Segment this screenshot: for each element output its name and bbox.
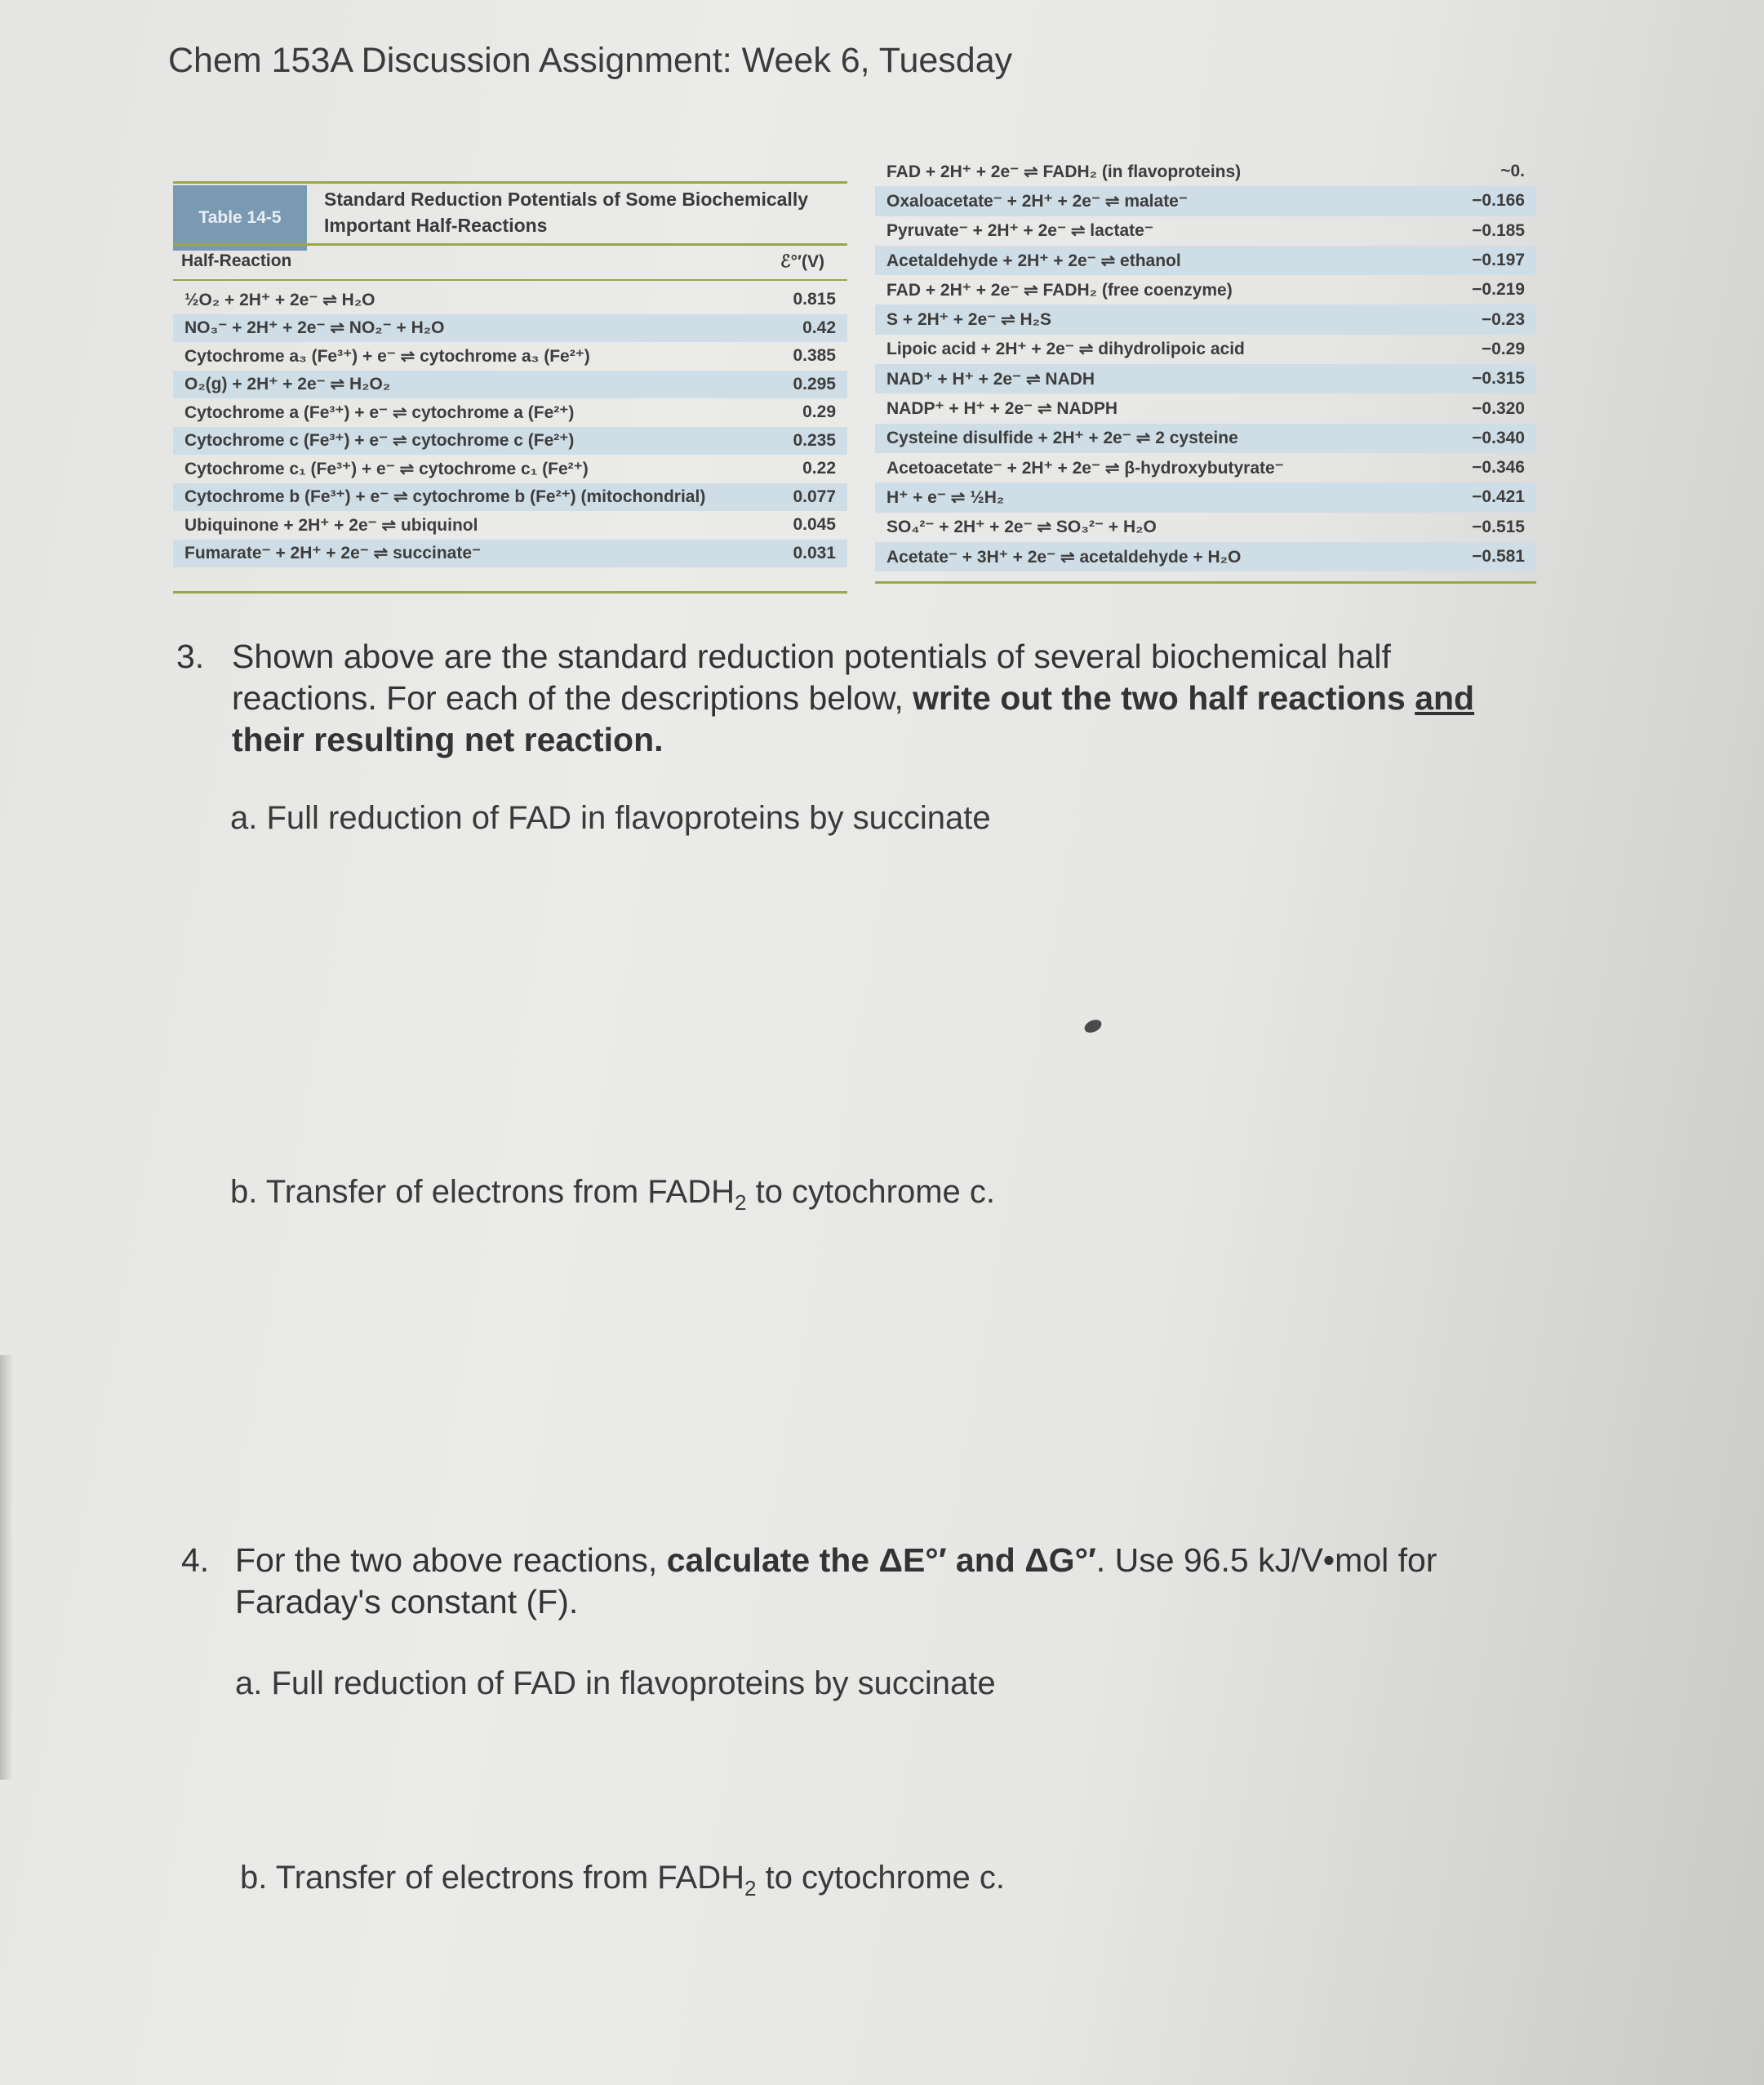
pen-mark [1082,1017,1104,1035]
table-rule [173,279,847,281]
table-row [173,314,847,343]
question-text-line: Shown above are the standard reduction potentials of several biochemical half [232,638,1391,675]
question-text-line [232,719,1474,761]
half-reaction: Acetaldehyde + 2H⁺ + 2e⁻ ⇌ ethanol [886,251,1181,270]
half-reaction: Acetoacetate⁻ + 2H⁺ + 2e⁻ ⇌ β-hydroxybutyrate⁻ [886,458,1284,478]
half-reaction: Cytochrome b (Fe³⁺) + e⁻ ⇌ cytochrome b (Fe²⁺) (mitochondrial) [184,487,706,507]
reduction-potential: −0.23 [1481,309,1525,329]
reduction-potential: 0.077 [793,487,836,506]
text: b. Transfer of electrons from FADH [240,1860,744,1896]
table-number-tag: Table 14-5 [173,185,307,251]
text: to cytochrome c. [756,1860,1006,1896]
question-number: 4. [181,1541,210,1579]
table-row [173,371,847,399]
reduction-potential: 0.29 [802,402,836,422]
table-row [875,513,1536,542]
reduction-potential: 0.031 [793,543,836,562]
reduction-potential: −0.166 [1472,191,1525,211]
reduction-potential: −0.346 [1472,458,1525,478]
question-text-line [232,678,1474,719]
half-reaction: NO₃⁻ + 2H⁺ + 2e⁻ ⇌ NO₂⁻ + H₂O [184,318,445,338]
reduction-potential: 0.22 [802,459,836,478]
half-reaction: S + 2H⁺ + 2e⁻ ⇌ H₂S [886,310,1052,330]
table-row [875,453,1536,482]
half-reaction: FAD + 2H⁺ + 2e⁻ ⇌ FADH₂ (free coenzyme) [886,280,1233,300]
half-reaction: NADP⁺ + H⁺ + 2e⁻ ⇌ NADPH [886,399,1118,419]
table-row [875,157,1536,186]
reduction-potential: 0.815 [793,290,836,309]
reduction-potential: −0.581 [1472,547,1525,566]
question-text-line: Faraday's constant (F). [235,1583,579,1620]
subscript: 2 [735,1190,747,1215]
half-reaction: H⁺ + e⁻ ⇌ ½H₂ [886,487,1005,507]
reduction-potential: −0.185 [1472,220,1525,240]
reduction-potentials-table-left [173,181,847,594]
half-reaction: O₂(g) + 2H⁺ + 2e⁻ ⇌ H₂O₂ [184,375,391,394]
table-row [875,542,1536,571]
bold-text: calculate the ΔE°′ and ΔG°′ [666,1541,1096,1579]
reduction-potential: 0.295 [793,374,836,393]
half-reaction: Lipoic acid + 2H⁺ + 2e⁻ ⇌ dihydrolipoic acid [886,340,1245,359]
text: reactions. For each of the descriptions below, [232,679,913,717]
half-reaction: Ubiquinone + 2H⁺ + 2e⁻ ⇌ ubiquinol [184,515,478,535]
reduction-potential: 0.42 [802,318,836,337]
reduction-potential: 0.045 [793,515,836,535]
reduction-potential: 0.385 [793,346,836,366]
table-row [875,275,1536,305]
half-reaction: Cytochrome c₁ (Fe³⁺) + e⁻ ⇌ cytochrome c₁ (Fe²⁺) [184,459,589,478]
underlined-text: and [1415,679,1475,717]
text: to cytochrome c. [746,1174,996,1210]
reduction-potential: −0.320 [1472,398,1525,418]
table-row [173,511,847,540]
half-reaction: SO₄²⁻ + 2H⁺ + 2e⁻ ⇌ SO₃²⁻ + H₂O [886,518,1157,537]
half-reaction: Cytochrome c (Fe³⁺) + e⁻ ⇌ cytochrome c (Fe²⁺) [184,431,575,451]
table-rule [173,591,847,593]
table-row [173,398,847,427]
half-reaction: Acetate⁻ + 3H⁺ + 2e⁻ ⇌ acetaldehyde + H₂O [886,547,1242,567]
table-row [875,424,1536,453]
table-row [875,186,1536,216]
half-reaction: Fumarate⁻ + 2H⁺ + 2e⁻ ⇌ succinate⁻ [184,544,482,563]
table-row [875,305,1536,334]
table-rule [173,243,847,246]
table-row [875,246,1536,275]
table-row [173,483,847,512]
half-reaction: Cytochrome a₃ (Fe³⁺) + e⁻ ⇌ cytochrome a₃ (Fe²⁺) [184,346,590,366]
half-reaction: Cytochrome a (Fe³⁺) + e⁻ ⇌ cytochrome a (Fe²⁺) [184,402,575,422]
table-row [875,364,1536,393]
table-body [173,286,847,567]
reduction-potential: −0.340 [1472,428,1525,447]
reduction-potential: 0.235 [793,430,836,450]
half-reaction: NAD⁺ + H⁺ + 2e⁻ ⇌ NADH [886,369,1095,389]
reduction-potential: −0.219 [1472,280,1525,300]
reduction-potential: −0.315 [1472,369,1525,389]
half-reaction: ½O₂ + 2H⁺ + 2e⁻ ⇌ H₂O [184,290,375,309]
text: . Use 96.5 kJ/V•mol for [1095,1541,1437,1579]
question-4b [240,1860,1005,1901]
reduction-potential: −0.29 [1481,339,1525,358]
table-rule [875,581,1536,584]
table-row [173,342,847,371]
bold-text: write out the two half reactions [913,679,1415,717]
question-3a: a. Full reduction of FAD in flavoproteins by succinate [230,800,991,836]
question-3b [230,1174,995,1216]
table-row [875,216,1536,246]
table-row [173,540,847,568]
half-reaction: Oxaloacetate⁻ + 2H⁺ + 2e⁻ ⇌ malate⁻ [886,191,1188,211]
table-row [875,335,1536,364]
table-rule [173,181,847,184]
table-row [173,455,847,483]
reduction-potential: −0.515 [1472,517,1525,536]
column-header-reaction: Half-Reaction [181,251,292,270]
question-text-line [235,1540,1437,1581]
text: b. Transfer of electrons from FADH [230,1174,735,1210]
half-reaction: Pyruvate⁻ + 2H⁺ + 2e⁻ ⇌ lactate⁻ [886,221,1153,241]
page-title: Chem 153A Discussion Assignment: Week 6, Tuesday [168,41,1013,80]
reduction-potential: −0.197 [1472,251,1525,270]
table-body [875,157,1536,571]
half-reaction: FAD + 2H⁺ + 2e⁻ ⇌ FADH₂ (in flavoproteins) [886,162,1242,181]
bold-text: their resulting net reaction. [232,721,664,758]
text: For the two above reactions, [235,1541,667,1579]
table-caption: Standard Reduction Potentials of Some Biochemically Important Half-Reactions [324,189,809,236]
column-header-potential: ℰ°′(V) [780,252,824,271]
table-row [173,427,847,456]
table-row [173,286,847,314]
reduction-potential: −0.421 [1472,487,1525,507]
half-reaction: Cysteine disulfide + 2H⁺ + 2e⁻ ⇌ 2 cysteine [886,429,1238,448]
question-4a: a. Full reduction of FAD in flavoproteins by succinate [235,1665,996,1701]
table-row [875,393,1536,423]
subscript: 2 [744,1876,757,1901]
table-row [875,482,1536,512]
question-number: 3. [176,638,205,675]
page-edge-shadow [0,1355,13,1780]
reduction-potentials-table-right [875,157,1536,583]
reduction-potential: ~0. [1500,162,1525,181]
